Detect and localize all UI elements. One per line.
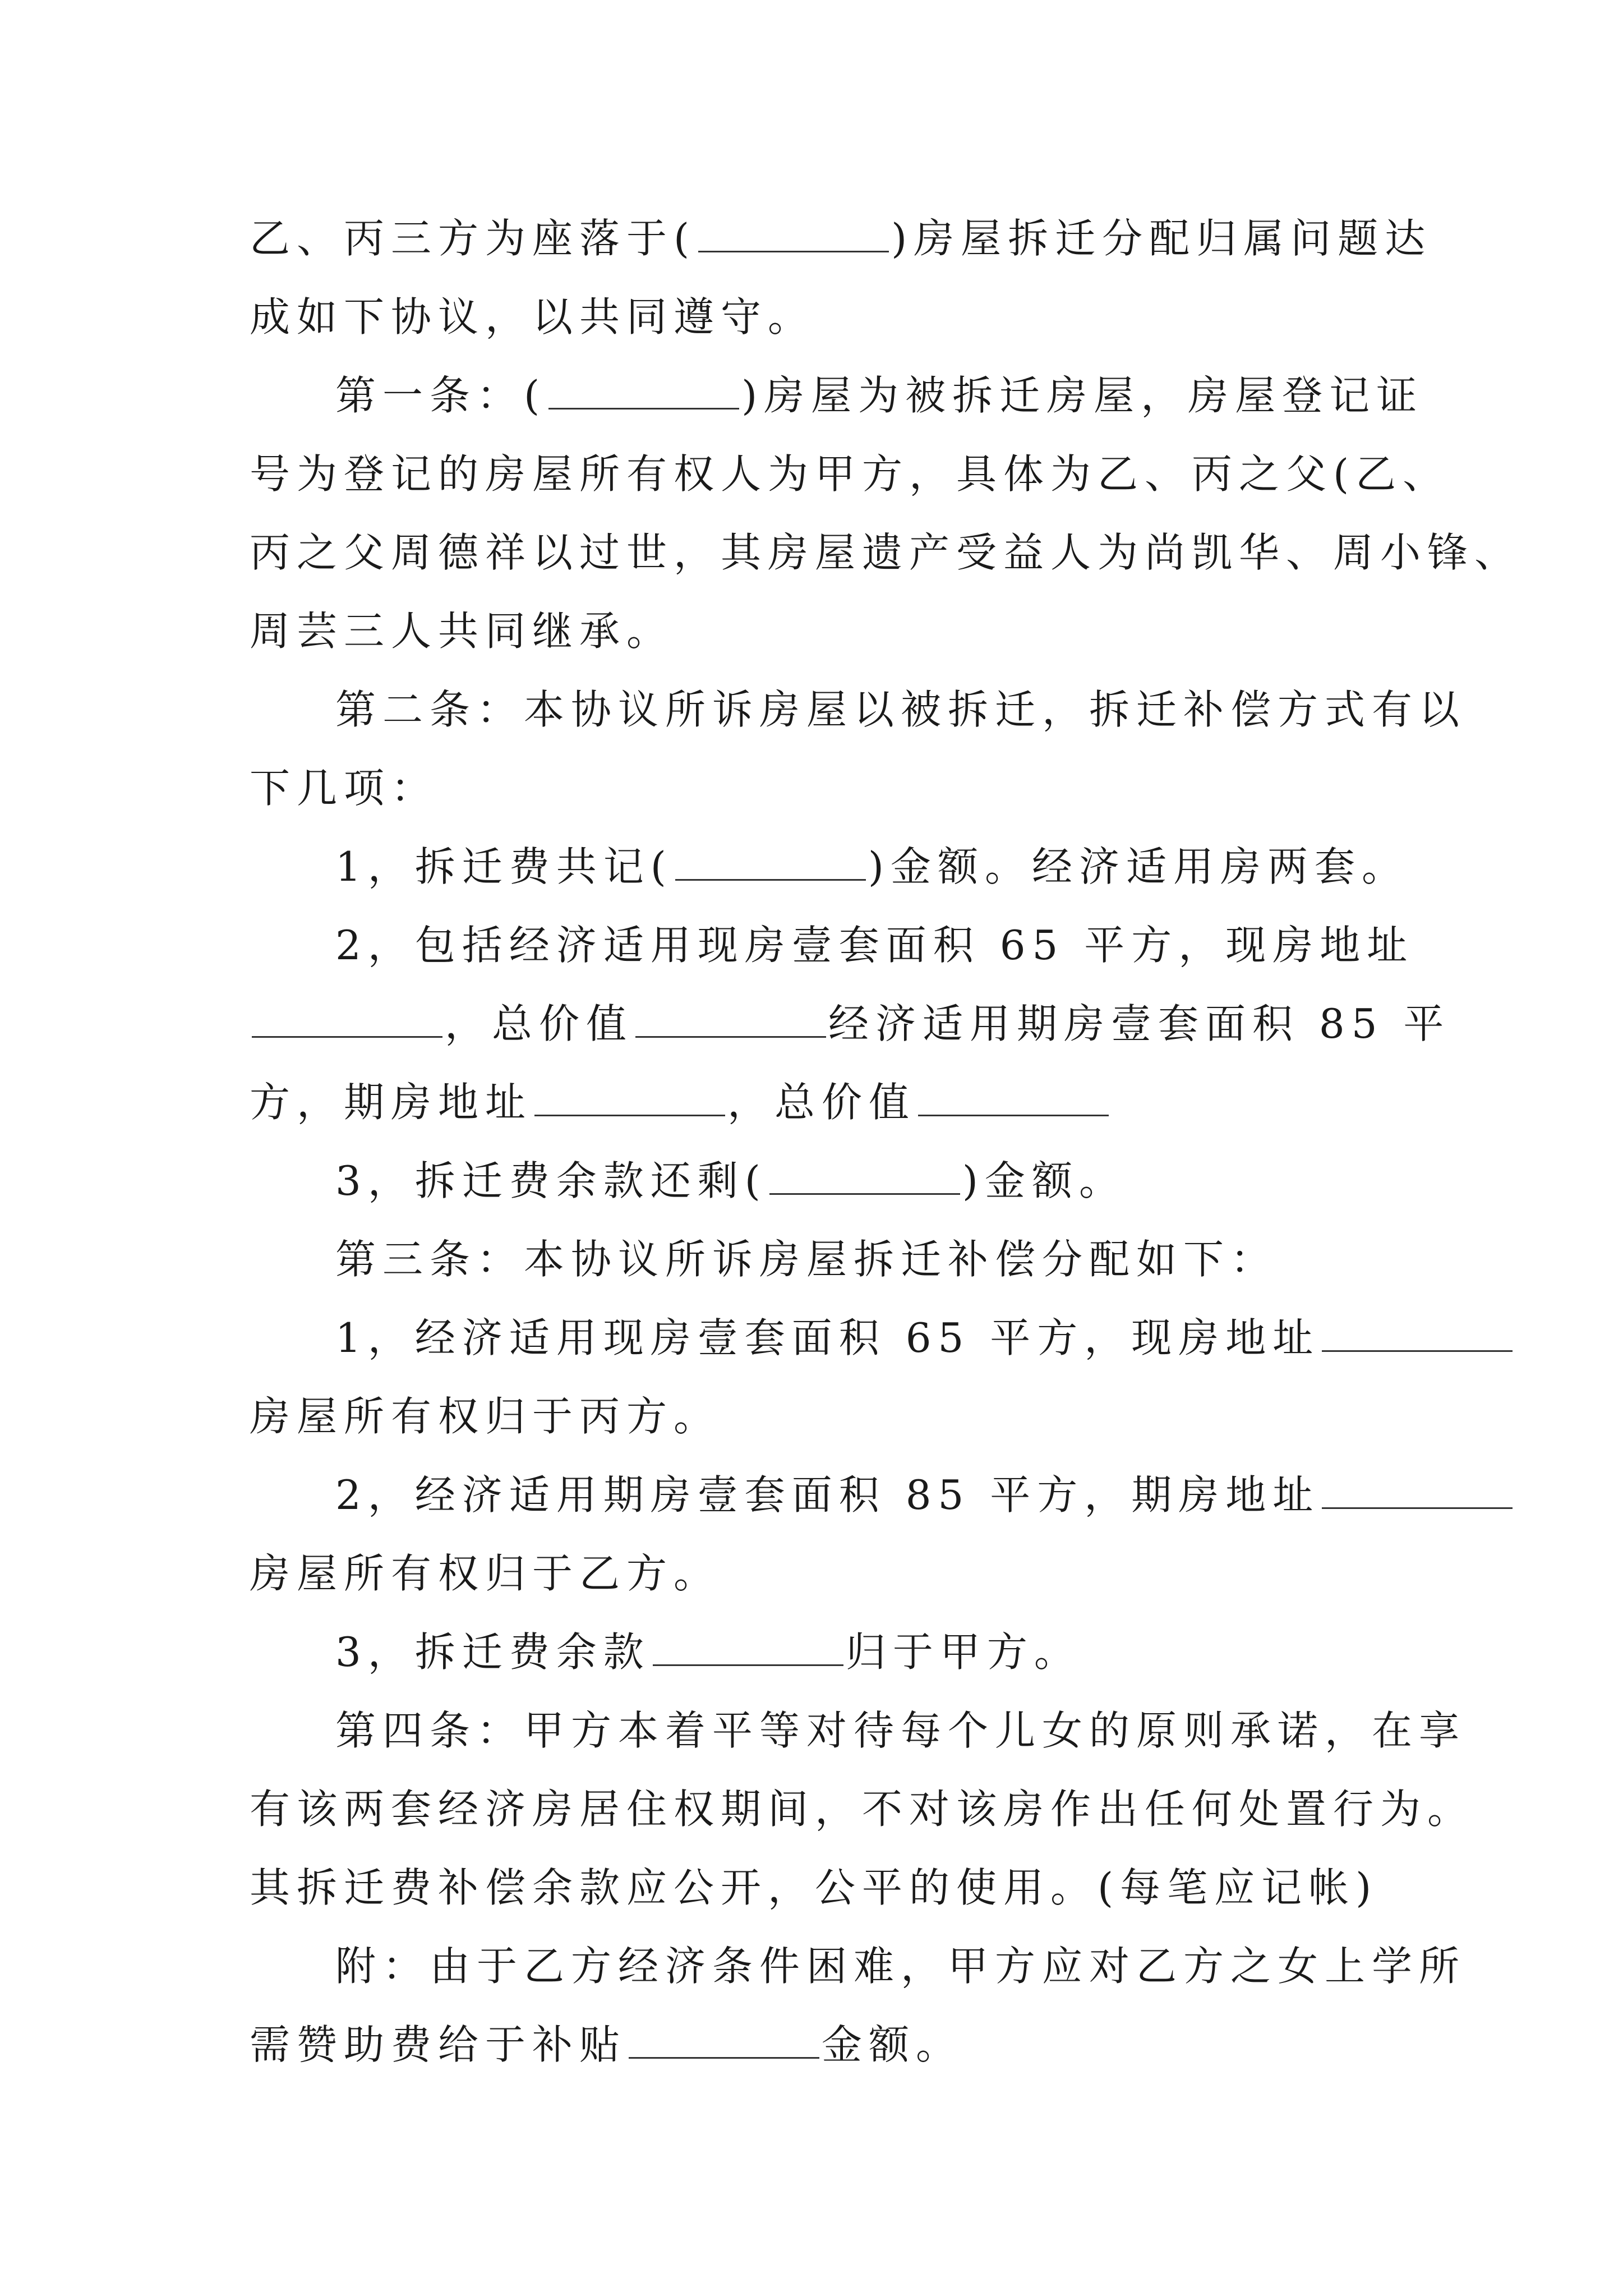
text-line: 需赞助费给于补贴 金额。 xyxy=(250,2021,963,2068)
fill-blank xyxy=(252,1000,442,1038)
fill-blank xyxy=(653,1628,843,1666)
text-line: 房屋所有权归于乙方。 xyxy=(250,1550,721,1597)
text-line: 丙之父周德祥以过世，其房屋遗产受益人为尚凯华、周小锋、 xyxy=(250,529,1522,576)
fill-blank xyxy=(1322,1471,1513,1509)
text-line: 1，拆迁费共记( )金额。经济适用房两套。 xyxy=(335,843,1409,890)
fill-blank xyxy=(548,372,739,409)
article-2-heading-line: 第二条：本协议所诉房屋以被拆迁，拆迁补偿方式有以 xyxy=(335,686,1467,733)
article-1-heading-line: 第一条：( )房屋为被拆迁房屋，房屋登记证 xyxy=(335,372,1424,419)
text-line: 号为登记的房屋所有权人为甲方，具体为乙、丙之父(乙、 xyxy=(250,450,1450,498)
text-line: 3，拆迁费余款 归于甲方。 xyxy=(335,1628,1081,1676)
text-line: 有该两套经济房居住权期间，不对该房作出任何处置行为。 xyxy=(250,1786,1475,1833)
article-3-heading-line: 第三条：本协议所诉房屋拆迁补偿分配如下： xyxy=(335,1236,1278,1283)
text-line: 3，拆迁费余款还剩( )金额。 xyxy=(335,1157,1126,1204)
fill-blank xyxy=(534,1079,725,1116)
text-line: 2，经济适用期房壹套面积 85 平方，期房地址 xyxy=(335,1470,1515,1520)
text-line: 方，期房地址 ，总价值 xyxy=(250,1077,1111,1128)
fill-blank xyxy=(918,1079,1109,1116)
text-line: 乙、丙三方为座落于( )房屋拆迁分配归属问题达 xyxy=(250,215,1432,262)
fill-blank xyxy=(629,2021,819,2059)
text-line: 1，经济适用现房壹套面积 65 平方，现房地址 xyxy=(335,1313,1515,1363)
appendix-heading-line: 附：由于乙方经济条件困难，甲方应对乙方之女上学所 xyxy=(335,1943,1467,1990)
article-4-heading-line: 第四条：甲方本着平等对待每个儿女的原则承诺，在享 xyxy=(335,1707,1467,1754)
text-line: 其拆迁费补偿余款应公开，公平的使用。(每笔应记帐) xyxy=(250,1864,1378,1911)
fill-blank xyxy=(769,1157,960,1195)
text-line: 下几项： xyxy=(250,765,439,812)
text-line: 周芸三人共同继承。 xyxy=(250,608,674,655)
fill-blank xyxy=(1322,1314,1513,1352)
text-line: ，总价值 经济适用期房壹套面积 85 平 xyxy=(250,999,1450,1049)
text-line: 成如下协议，以共同遵守。 xyxy=(250,293,815,341)
fill-blank xyxy=(698,215,889,252)
fill-blank xyxy=(675,843,866,881)
text-line: 2，包括经济适用现房壹套面积 65 平方，现房地址 xyxy=(335,922,1414,969)
fill-blank xyxy=(635,1000,826,1038)
text-line: 房屋所有权归于丙方。 xyxy=(250,1393,721,1440)
